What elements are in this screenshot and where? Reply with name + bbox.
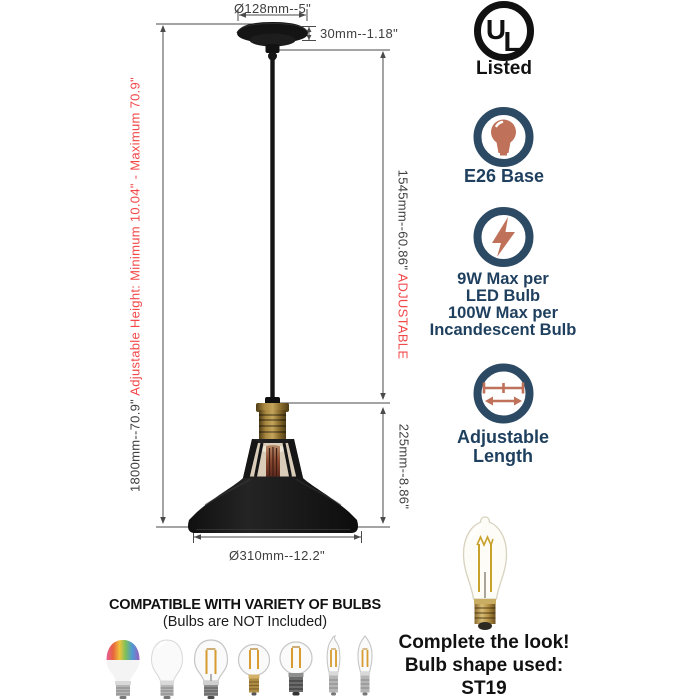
adjustable-length-icon bbox=[471, 361, 536, 426]
recommendation-line-2: Bulb shape used: bbox=[404, 655, 564, 676]
filament-g25-e26-bulb-icon bbox=[277, 636, 315, 700]
wattage-line-3: 100W Max per bbox=[447, 304, 559, 322]
filament-g25-bulb-icon bbox=[236, 636, 272, 700]
adjustable-height-note: Adjustable Height: Minimum 10.04" - Maximum 70.9" bbox=[127, 77, 143, 396]
pendant-cord bbox=[270, 58, 274, 404]
wattage-line-2: LED Bulb bbox=[465, 287, 541, 305]
e26-base-icon bbox=[471, 105, 536, 169]
smart-rgb-a19-bulb-icon bbox=[103, 636, 143, 700]
canopy-diameter-label: Ø128mm--5" bbox=[234, 1, 311, 16]
max-wattage-icon bbox=[471, 205, 536, 269]
wattage-line-1: 9W Max per bbox=[457, 270, 549, 288]
ceiling-canopy bbox=[237, 22, 308, 61]
flame-tip-candelabra-bulb-icon bbox=[320, 634, 346, 700]
cord-length-value: 1545mm--60.86" bbox=[395, 169, 411, 271]
ul-listed-caption: Listed bbox=[476, 58, 532, 79]
ul-listed-icon bbox=[470, 1, 538, 63]
compatibility-title: COMPATIBLE WITH VARIETY OF BULBS bbox=[108, 597, 382, 613]
recommendation-block bbox=[384, 631, 584, 700]
shade-height-label: 225mm--8.86" bbox=[396, 423, 412, 510]
st19-bulb-image bbox=[449, 514, 521, 632]
e26-base-caption: E26 Base bbox=[463, 166, 545, 186]
canopy-height-label: 30mm--1.18" bbox=[320, 26, 398, 41]
ul-letter-l: L bbox=[503, 26, 521, 57]
max-wattage-caption bbox=[403, 271, 603, 339]
compatibility-subtitle: (Bulbs are NOT Included) bbox=[162, 614, 328, 630]
lamp-shade bbox=[188, 397, 358, 533]
total-height-value: 1800mm--70.9" bbox=[127, 398, 143, 492]
compatible-bulbs-row bbox=[103, 634, 379, 700]
ul-letter-u: U bbox=[485, 14, 507, 45]
wattage-line-4: Incandescent Bulb bbox=[429, 321, 577, 339]
total-height-label bbox=[128, 45, 143, 525]
frosted-a19-bulb-icon bbox=[148, 636, 186, 700]
adjustable-line-1: Adjustable bbox=[456, 427, 549, 447]
adjustable-length-caption bbox=[413, 428, 593, 466]
filament-a19-bulb-icon bbox=[191, 636, 231, 700]
recommendation-line-1: Complete the look! bbox=[398, 632, 570, 653]
torpedo-candelabra-bulb-icon bbox=[351, 634, 379, 700]
shade-diameter-label: Ø310mm--12.2" bbox=[229, 548, 325, 563]
adjustable-line-2: Length bbox=[473, 446, 533, 466]
recommendation-line-3: ST19 bbox=[461, 678, 507, 699]
cord-adjustable-note: ADJUSTABLE bbox=[395, 273, 411, 360]
